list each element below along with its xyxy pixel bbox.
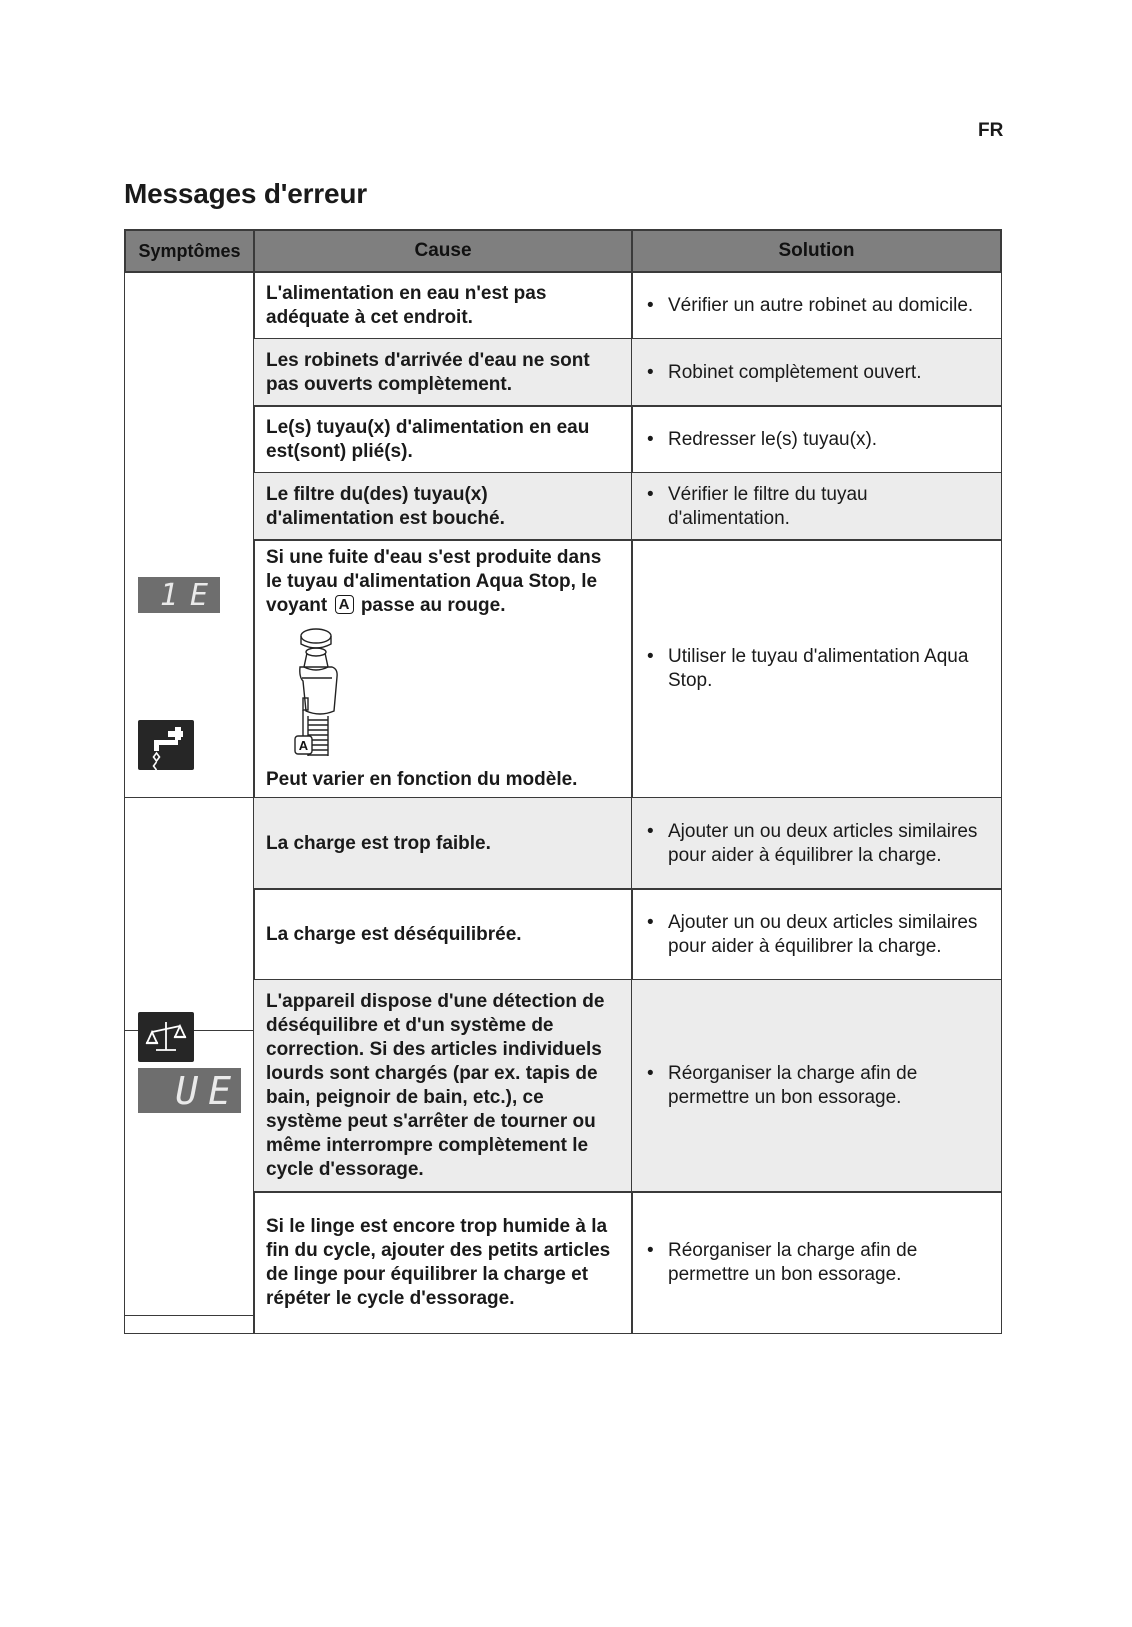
cause-ue-1: La charge est trop faible.: [253, 797, 633, 890]
cause-1e-4: Le filtre du(des) tuyau(x) d'alimentation est bouché.: [253, 472, 633, 541]
solution-ue-2: • Ajouter un ou deux articles similaires pour aider à équilibrer la charge.: [631, 888, 1002, 981]
cause-1e-2: Les robinets d'arrivée d'eau ne sont pas ouverts complètement.: [253, 338, 633, 407]
solution-1e-1: • Vérifier un autre robinet au domicile.: [631, 271, 1002, 340]
cause-ue-2: La charge est déséquilibrée.: [253, 888, 633, 981]
hose-label-a: A: [298, 738, 309, 753]
indicator-a-marker: A: [335, 595, 354, 614]
balance-scale-icon: [138, 1012, 194, 1062]
cause-1e-3: Le(s) tuyau(x) d'alimentation en eau est(sont) plié(s).: [253, 405, 633, 474]
header-solution: Solution: [631, 229, 1002, 273]
aqua-stop-hose-image: [276, 626, 356, 760]
water-tap-icon: [138, 720, 194, 770]
symptom-cell-ue-tail: [124, 1314, 255, 1334]
solution-1e-2: • Robinet complètement ouvert.: [631, 338, 1002, 407]
page-title: Messages d'erreur: [124, 178, 367, 209]
leak-description: Si une fuite d'eau s'est produite dans le tuyau d'alimentation Aqua Stop, le voyant A passe au rouge.: [266, 547, 602, 616]
cause-ue-4: Si le linge est encore trop humide à la fin du cycle, ajouter des petits articles de linge pour équilibrer la charge et répéter le cycle d'essorage.: [253, 1191, 633, 1334]
cause-1e-5: [253, 539, 633, 799]
error-code-display-1e: 1E: [138, 577, 220, 613]
solution-1e-3: • Redresser le(s) tuyau(x).: [631, 405, 1002, 474]
solution-ue-3: • Réorganiser la charge afin de permettre un bon essorage.: [631, 979, 1002, 1193]
symptom-cell-ue: [124, 797, 255, 1316]
solution-ue-4: • Réorganiser la charge afin de permettre un bon essorage.: [631, 1191, 1002, 1334]
error-code-display-ue: UE: [138, 1068, 241, 1113]
cause-1e-1: L'alimentation en eau n'est pas adéquate à cet endroit.: [253, 271, 633, 340]
solution-ue-1: • Ajouter un ou deux articles similaires pour aider à équilibrer la charge.: [631, 797, 1002, 890]
solution-1e-5: • Utiliser le tuyau d'alimentation Aqua Stop.: [631, 539, 1002, 799]
language-tag: FR: [978, 120, 1004, 141]
model-variation-note: Peut varier en fonction du modèle.: [266, 769, 578, 790]
header-cause: Cause: [253, 229, 633, 273]
header-symptoms: Symptômes: [124, 229, 255, 273]
cause-ue-3: L'appareil dispose d'une détection de déséquilibre et d'un système de correction. Si des articles individuels lourds sont chargés (par ex. tapis de bain, peignoir de bain, etc.), ce système peut s'arrêter de tourner ou même interrompre complètement le cycle d'essorage.: [253, 979, 633, 1193]
solution-1e-4: • Vérifier le filtre du tuyau d'alimentation.: [631, 472, 1002, 541]
